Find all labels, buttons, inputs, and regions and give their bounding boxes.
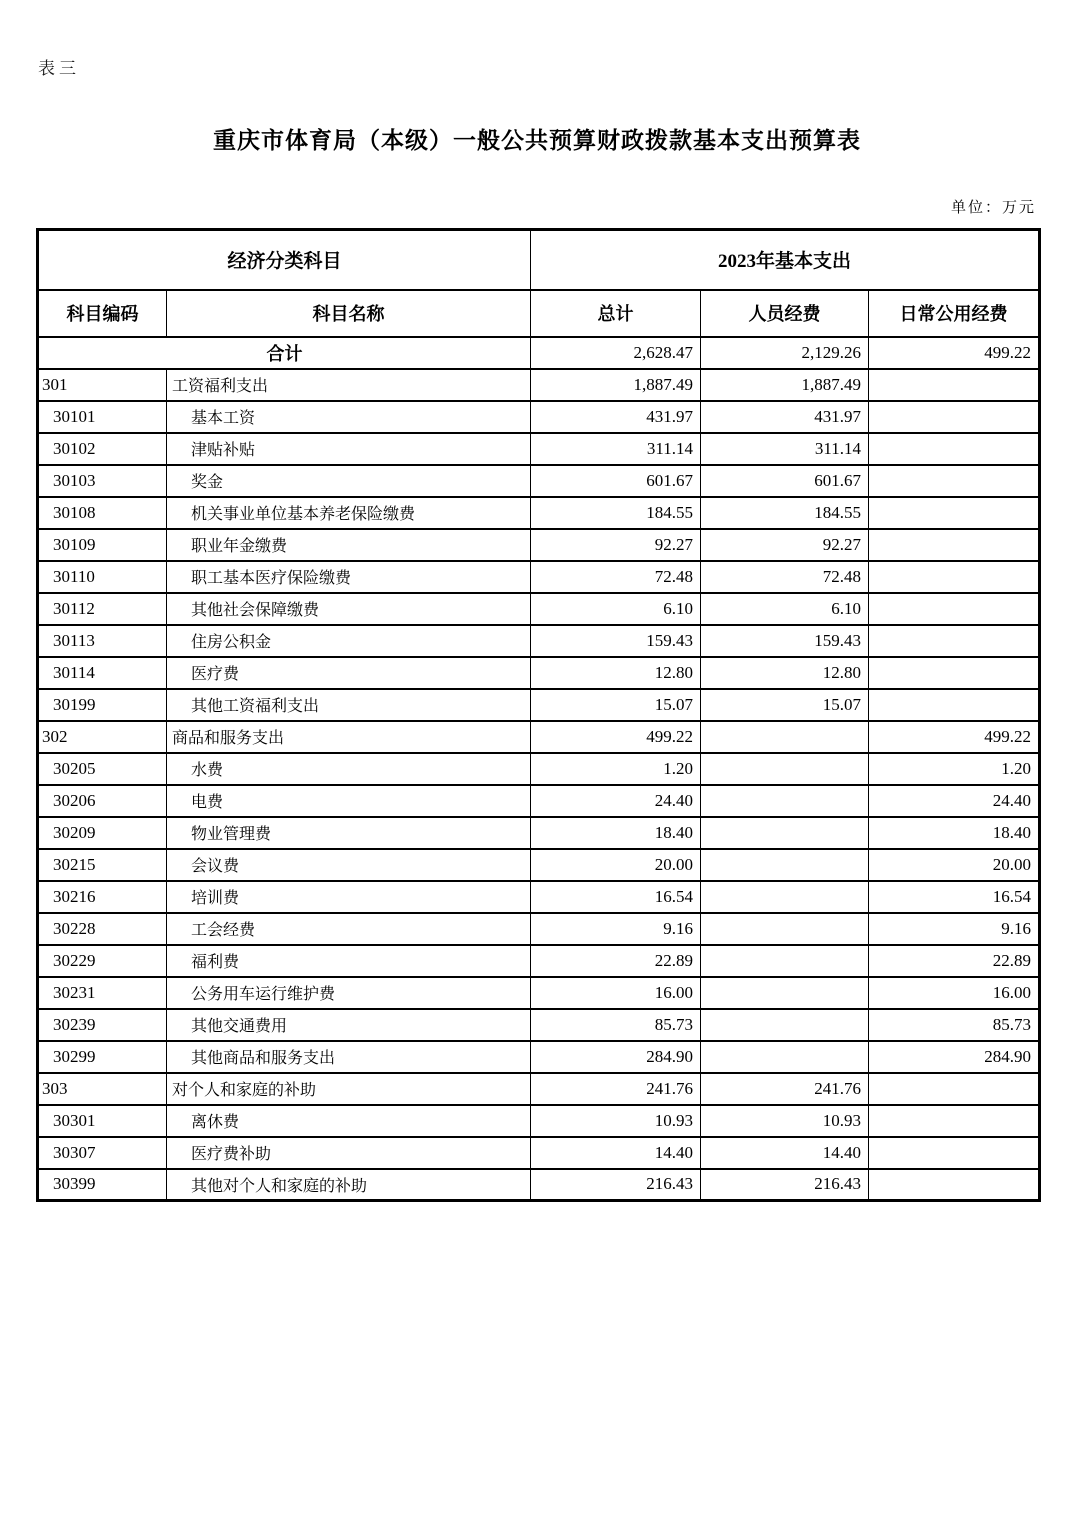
table-row bbox=[38, 561, 1040, 593]
table-row bbox=[38, 721, 1040, 753]
table-row bbox=[38, 1009, 1040, 1041]
subject-name-cell: 职业年金缴费 bbox=[167, 529, 531, 561]
table-row bbox=[38, 1169, 1040, 1201]
total-cell: 72.48 bbox=[531, 561, 701, 593]
subject-code-cell: 30199 bbox=[38, 689, 167, 721]
subject-code-cell: 30239 bbox=[38, 1009, 167, 1041]
total-cell: 15.07 bbox=[531, 689, 701, 721]
subject-code-cell: 30399 bbox=[38, 1169, 167, 1201]
subject-name-cell: 其他交通费用 bbox=[167, 1009, 531, 1041]
table-row bbox=[38, 465, 1040, 497]
subject-name-cell: 物业管理费 bbox=[167, 817, 531, 849]
daily-expense-cell bbox=[869, 369, 1040, 401]
total-cell: 85.73 bbox=[531, 1009, 701, 1041]
total-cell: 22.89 bbox=[531, 945, 701, 977]
total-cell: 284.90 bbox=[531, 1041, 701, 1073]
table-number-tag: 表三 bbox=[38, 59, 80, 78]
personnel-cell bbox=[701, 1009, 869, 1041]
table-row bbox=[38, 785, 1040, 817]
daily-expense-cell bbox=[869, 689, 1040, 721]
total-cell: 16.54 bbox=[531, 881, 701, 913]
daily-expense-cell bbox=[869, 433, 1040, 465]
col-header-total: 总计 bbox=[531, 290, 701, 337]
subject-name-cell: 其他对个人和家庭的补助 bbox=[167, 1169, 531, 1201]
total-cell: 431.97 bbox=[531, 401, 701, 433]
daily-expense-cell bbox=[869, 1169, 1040, 1201]
total-cell: 499.22 bbox=[531, 721, 701, 753]
subject-name-cell: 医疗费 bbox=[167, 657, 531, 689]
personnel-cell bbox=[701, 753, 869, 785]
table-row bbox=[38, 433, 1040, 465]
total-cell: 16.00 bbox=[531, 977, 701, 1009]
total-cell: 10.93 bbox=[531, 1105, 701, 1137]
personnel-cell: 10.93 bbox=[701, 1105, 869, 1137]
total-cell: 184.55 bbox=[531, 497, 701, 529]
subject-code-cell: 30113 bbox=[38, 625, 167, 657]
table-row bbox=[38, 369, 1040, 401]
subject-name-cell: 其他商品和服务支出 bbox=[167, 1041, 531, 1073]
subject-code-cell: 301 bbox=[38, 369, 167, 401]
col-header-subject-code: 科目编码 bbox=[38, 290, 167, 337]
total-cell: 24.40 bbox=[531, 785, 701, 817]
subject-code-cell: 30101 bbox=[38, 401, 167, 433]
personnel-cell: 241.76 bbox=[701, 1073, 869, 1105]
header-group-row bbox=[38, 230, 1040, 290]
total-cell: 159.43 bbox=[531, 625, 701, 657]
table-row bbox=[38, 881, 1040, 913]
daily-expense-cell: 22.89 bbox=[869, 945, 1040, 977]
personnel-cell: 14.40 bbox=[701, 1137, 869, 1169]
table-row bbox=[38, 401, 1040, 433]
daily-expense-cell bbox=[869, 593, 1040, 625]
personnel-cell: 72.48 bbox=[701, 561, 869, 593]
subject-name-cell: 工会经费 bbox=[167, 913, 531, 945]
subject-code-cell: 30299 bbox=[38, 1041, 167, 1073]
total-cell: 20.00 bbox=[531, 849, 701, 881]
daily-expense-cell: 499.22 bbox=[869, 721, 1040, 753]
col-header-personnel-expense: 人员经费 bbox=[701, 290, 869, 337]
personnel-cell bbox=[701, 817, 869, 849]
personnel-cell: 184.55 bbox=[701, 497, 869, 529]
personnel-cell bbox=[701, 881, 869, 913]
daily-expense-cell: 9.16 bbox=[869, 913, 1040, 945]
daily-expense-cell bbox=[869, 1073, 1040, 1105]
table-row bbox=[38, 945, 1040, 977]
table-row bbox=[38, 593, 1040, 625]
table-row bbox=[38, 913, 1040, 945]
personnel-cell: 1,887.49 bbox=[701, 369, 869, 401]
daily-expense-cell: 20.00 bbox=[869, 849, 1040, 881]
subject-name-cell: 水费 bbox=[167, 753, 531, 785]
daily-expense-cell: 16.00 bbox=[869, 977, 1040, 1009]
subject-name-cell: 培训费 bbox=[167, 881, 531, 913]
total-cell: 601.67 bbox=[531, 465, 701, 497]
subject-code-cell: 30229 bbox=[38, 945, 167, 977]
subject-name-cell: 住房公积金 bbox=[167, 625, 531, 657]
total-cell: 92.27 bbox=[531, 529, 701, 561]
total-cell: 241.76 bbox=[531, 1073, 701, 1105]
personnel-cell: 92.27 bbox=[701, 529, 869, 561]
total-cell: 6.10 bbox=[531, 593, 701, 625]
daily-expense-cell: 18.40 bbox=[869, 817, 1040, 849]
total-row-personnel-cell: 2,129.26 bbox=[701, 337, 869, 369]
personnel-cell bbox=[701, 785, 869, 817]
personnel-cell: 12.80 bbox=[701, 657, 869, 689]
daily-expense-cell bbox=[869, 657, 1040, 689]
total-row-total-cell: 2,628.47 bbox=[531, 337, 701, 369]
header-2023-basic-expenditure: 2023年基本支出 bbox=[531, 230, 1040, 290]
personnel-cell bbox=[701, 913, 869, 945]
subject-name-cell: 会议费 bbox=[167, 849, 531, 881]
daily-expense-cell bbox=[869, 401, 1040, 433]
daily-expense-cell: 24.40 bbox=[869, 785, 1040, 817]
personnel-cell: 311.14 bbox=[701, 433, 869, 465]
subject-code-cell: 30112 bbox=[38, 593, 167, 625]
daily-expense-cell bbox=[869, 465, 1040, 497]
subject-name-cell: 机关事业单位基本养老保险缴费 bbox=[167, 497, 531, 529]
personnel-cell bbox=[701, 945, 869, 977]
daily-expense-cell bbox=[869, 1105, 1040, 1137]
subject-code-cell: 302 bbox=[38, 721, 167, 753]
subject-name-cell: 对个人和家庭的补助 bbox=[167, 1073, 531, 1105]
total-cell: 14.40 bbox=[531, 1137, 701, 1169]
subject-code-cell: 30209 bbox=[38, 817, 167, 849]
subject-name-cell: 电费 bbox=[167, 785, 531, 817]
total-cell: 12.80 bbox=[531, 657, 701, 689]
subject-name-cell: 职工基本医疗保险缴费 bbox=[167, 561, 531, 593]
daily-expense-cell bbox=[869, 497, 1040, 529]
subject-name-cell: 基本工资 bbox=[167, 401, 531, 433]
subject-code-cell: 303 bbox=[38, 1073, 167, 1105]
total-cell: 1.20 bbox=[531, 753, 701, 785]
subject-name-cell: 离休费 bbox=[167, 1105, 531, 1137]
table-row bbox=[38, 1073, 1040, 1105]
subject-code-cell: 30102 bbox=[38, 433, 167, 465]
daily-expense-cell bbox=[869, 1137, 1040, 1169]
daily-expense-cell: 85.73 bbox=[869, 1009, 1040, 1041]
table-row bbox=[38, 849, 1040, 881]
total-row bbox=[38, 337, 1040, 369]
total-cell: 1,887.49 bbox=[531, 369, 701, 401]
subject-code-cell: 30205 bbox=[38, 753, 167, 785]
personnel-cell bbox=[701, 721, 869, 753]
budget-table bbox=[36, 228, 1041, 1202]
subject-code-cell: 30110 bbox=[38, 561, 167, 593]
header-columns-row bbox=[38, 290, 1040, 337]
daily-expense-cell bbox=[869, 561, 1040, 593]
subject-code-cell: 30206 bbox=[38, 785, 167, 817]
subject-code-cell: 30109 bbox=[38, 529, 167, 561]
subject-name-cell: 商品和服务支出 bbox=[167, 721, 531, 753]
subject-name-cell: 医疗费补助 bbox=[167, 1137, 531, 1169]
subject-code-cell: 30114 bbox=[38, 657, 167, 689]
table-row bbox=[38, 529, 1040, 561]
col-header-subject-name: 科目名称 bbox=[167, 290, 531, 337]
table-row bbox=[38, 497, 1040, 529]
subject-name-cell: 奖金 bbox=[167, 465, 531, 497]
daily-expense-cell: 284.90 bbox=[869, 1041, 1040, 1073]
personnel-cell: 15.07 bbox=[701, 689, 869, 721]
table-row bbox=[38, 753, 1040, 785]
subject-name-cell: 津贴补贴 bbox=[167, 433, 531, 465]
personnel-cell: 431.97 bbox=[701, 401, 869, 433]
subject-code-cell: 30216 bbox=[38, 881, 167, 913]
subject-code-cell: 30215 bbox=[38, 849, 167, 881]
total-cell: 9.16 bbox=[531, 913, 701, 945]
subject-name-cell: 公务用车运行维护费 bbox=[167, 977, 531, 1009]
table-row bbox=[38, 689, 1040, 721]
personnel-cell: 216.43 bbox=[701, 1169, 869, 1201]
table-row bbox=[38, 817, 1040, 849]
daily-expense-cell: 16.54 bbox=[869, 881, 1040, 913]
total-cell: 311.14 bbox=[531, 433, 701, 465]
table-row bbox=[38, 1137, 1040, 1169]
subject-code-cell: 30103 bbox=[38, 465, 167, 497]
table-row bbox=[38, 657, 1040, 689]
personnel-cell: 6.10 bbox=[701, 593, 869, 625]
table-row bbox=[38, 977, 1040, 1009]
unit-label: 单位：万元 bbox=[950, 200, 1036, 216]
daily-expense-cell bbox=[869, 529, 1040, 561]
total-row-label: 合计 bbox=[38, 337, 531, 369]
subject-code-cell: 30231 bbox=[38, 977, 167, 1009]
personnel-cell bbox=[701, 977, 869, 1009]
subject-name-cell: 工资福利支出 bbox=[167, 369, 531, 401]
total-row-daily-cell: 499.22 bbox=[869, 337, 1040, 369]
subject-code-cell: 30307 bbox=[38, 1137, 167, 1169]
page-title: 重庆市体育局（本级）一般公共预算财政拨款基本支出预算表 bbox=[213, 128, 861, 153]
subject-code-cell: 30301 bbox=[38, 1105, 167, 1137]
table-row bbox=[38, 1041, 1040, 1073]
personnel-cell bbox=[701, 849, 869, 881]
daily-expense-cell bbox=[869, 625, 1040, 657]
subject-name-cell: 其他工资福利支出 bbox=[167, 689, 531, 721]
personnel-cell: 601.67 bbox=[701, 465, 869, 497]
daily-expense-cell: 1.20 bbox=[869, 753, 1040, 785]
total-cell: 18.40 bbox=[531, 817, 701, 849]
table-row bbox=[38, 1105, 1040, 1137]
subject-code-cell: 30108 bbox=[38, 497, 167, 529]
subject-code-cell: 30228 bbox=[38, 913, 167, 945]
table-row bbox=[38, 625, 1040, 657]
personnel-cell: 159.43 bbox=[701, 625, 869, 657]
subject-name-cell: 福利费 bbox=[167, 945, 531, 977]
col-header-daily-public-expense: 日常公用经费 bbox=[869, 290, 1040, 337]
subject-name-cell: 其他社会保障缴费 bbox=[167, 593, 531, 625]
header-economic-classification: 经济分类科目 bbox=[38, 230, 531, 290]
total-cell: 216.43 bbox=[531, 1169, 701, 1201]
personnel-cell bbox=[701, 1041, 869, 1073]
